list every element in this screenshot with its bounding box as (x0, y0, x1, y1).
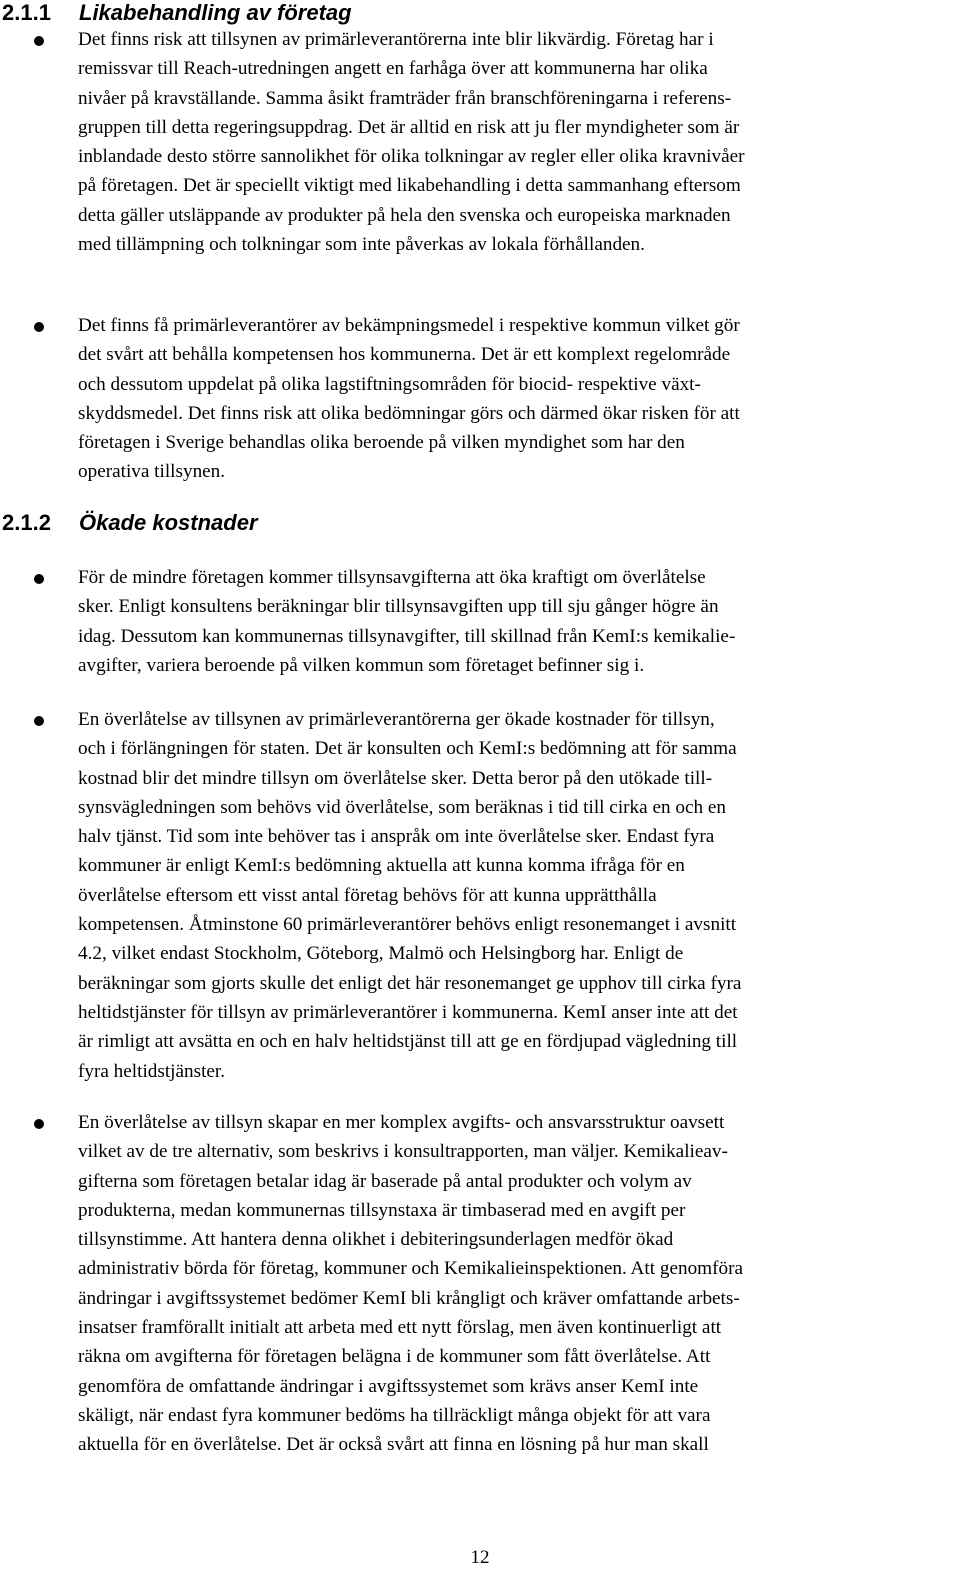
text-line: gruppen till detta regeringsuppdrag. Det är alltid en risk att ju fler myndigheter som är (78, 116, 740, 138)
text-line: kommuner är enligt KemI:s bedömning aktuella att kunna komma ifråga för en (78, 855, 685, 877)
text-line: kostnad blir det mindre tillsyn om överlåtelse sker. Detta beror på den utökade till- (78, 767, 713, 789)
section-number: 2.1.2 (2, 510, 51, 535)
text-line: 4.2, vilket endast Stockholm, Göteborg, Malmö och Helsingborg har. Enligt de (78, 943, 684, 965)
paragraph (78, 1108, 952, 1460)
bullet-icon (34, 36, 44, 46)
text-line: halv tjänst. Tid som inte behöver tas i anspråk om inte överlåtelse sker. Endast fyra (78, 826, 715, 848)
text-line: ändringar i avgiftssystemet bedömer KemI bli krångligt och kräver omfattande arbets- (78, 1287, 740, 1309)
section-title: Ökade kostnader (79, 510, 258, 535)
text-line: vilket av de tre alternativ, som beskrivs i konsultrapporten, man väljer. Kemikalieav- (78, 1141, 728, 1163)
text-line: remissvar till Reach-utredningen angett en farhåga över att kommunerna har olika (78, 58, 708, 80)
text-line: avgifter, variera beroende på vilken kommun som företaget befinner sig i. (78, 654, 645, 676)
paragraph (78, 705, 952, 1086)
text-line: är rimligt att avsätta en och en halv heltidstjänst till att ge en fördjupad vägledning till (78, 1031, 738, 1053)
text-line: Det finns risk att tillsynen av primärleverantörerna inte blir likvärdig. Företag har i (78, 29, 714, 50)
bullet-icon (34, 716, 44, 726)
text-line: fyra heltidstjänster. (78, 1060, 226, 1082)
text-line: med tillämpning och tolkningar som inte påverkas av lokala förhållanden. (78, 234, 645, 256)
paragraph (78, 25, 952, 259)
paragraph (78, 311, 952, 487)
text-line: tillsynstimme. Att hantera denna olikhet i debiteringsunderlagen medför ökad (78, 1229, 674, 1251)
text-line: För de mindre företagen kommer tillsynsavgifterna att öka kraftigt om överlåtelse (78, 567, 706, 588)
text-line: idag. Dessutom kan kommunernas tillsynavgifter, till skillnad från KemI:s kemikalie- (78, 625, 736, 647)
text-line: administrativ börda för företag, kommuner och Kemikalieinspektionen. Att genomföra (78, 1258, 743, 1280)
text-line: genomföra de omfattande ändringar i avgiftssystemet som krävs anser KemI inte (78, 1375, 699, 1397)
section-heading-2-1-2 (2, 511, 258, 535)
text-line: överlåtelse eftersom ett visst antal företag behövs för att kunna upprätthålla (78, 884, 657, 906)
text-line: detta gäller utsläppande av produkter på hela den svenska och europeiska marknaden (78, 204, 731, 226)
paragraph (78, 563, 952, 680)
bullet-icon (34, 322, 44, 332)
text-line: En överlåtelse av tillsynen av primärleverantörerna ger ökade kostnader för tillsyn, (78, 709, 715, 730)
text-line: på företagen. Det är speciellt viktigt med likabehandling i detta sammanhang eftersom (78, 175, 741, 197)
text-line: synsvägledningen som behövs vid överlåtelse, som beräknas i tid till cirka en och en (78, 796, 726, 818)
text-line: gifterna som företagen betalar idag är baserade på antal produkter och volym av (78, 1170, 692, 1192)
text-line: räkna om avgifterna för företagen belägna i de kommuner som fått överlåtelse. Att (78, 1346, 711, 1368)
text-line: insatser framförallt initialt att arbeta med ett nytt förslag, men även kontinuerligt att (78, 1317, 722, 1339)
text-line: Det finns få primärleverantörer av bekämpningsmedel i respektive kommun vilket gör (78, 315, 740, 336)
text-line: nivåer på kravställande. Samma åsikt framträder från branschföreningarna i referens- (78, 87, 732, 109)
text-line: beräkningar som gjorts skulle det enligt det här resonemanget ge upphov till cirka fyra (78, 972, 742, 994)
text-line: och i förlängningen för staten. Det är konsulten och KemI:s bedömning att för samma (78, 738, 737, 760)
text-line: operativa tillsynen. (78, 461, 226, 483)
section-title: Likabehandling av företag (79, 0, 352, 25)
text-line: heltidstjänster för tillsyn av primärleverantörer i kommunerna. KemI anser inte att det (78, 1001, 738, 1023)
text-line: kompetensen. Åtminstone 60 primärleverantörer behövs enligt resonemanget i avsnitt (78, 914, 737, 936)
bullet-icon (34, 574, 44, 584)
text-line: skäligt, när endast fyra kommuner bedöms ha tillräckligt många objekt för att vara (78, 1404, 711, 1426)
text-line: och dessutom uppdelat på olika lagstiftningsområden för biocid- respektive växt- (78, 373, 701, 395)
text-line: produkterna, medan kommunernas tillsynstaxa är timbaserad med en avgift per (78, 1199, 686, 1221)
section-number: 2.1.1 (2, 0, 51, 25)
text-line: inblandade desto större sannolikhet för olika tolkningar av regler eller olika kravnivåer (78, 146, 745, 168)
text-line: sker. Enligt konsultens beräkningar blir tillsynsavgiften upp till sju gånger högre än (78, 596, 719, 618)
text-line: En överlåtelse av tillsyn skapar en mer komplex avgifts- och ansvarsstruktur oavsett (78, 1112, 725, 1133)
text-line: skyddsmedel. Det finns risk att olika bedömningar görs och därmed ökar risken för att (78, 402, 740, 424)
section-heading-2-1-1 (2, 1, 352, 25)
page-number: 12 (470, 1547, 490, 1568)
text-line: det svårt att behålla kompetensen hos kommunerna. Det är ett komplext regelområde (78, 344, 731, 366)
text-line: aktuella för en överlåtelse. Det är också svårt att finna en lösning på hur man skall (78, 1434, 709, 1456)
text-line: företagen i Sverige behandlas olika beroende på vilken myndighet som har den (78, 432, 685, 454)
bullet-icon (34, 1119, 44, 1129)
